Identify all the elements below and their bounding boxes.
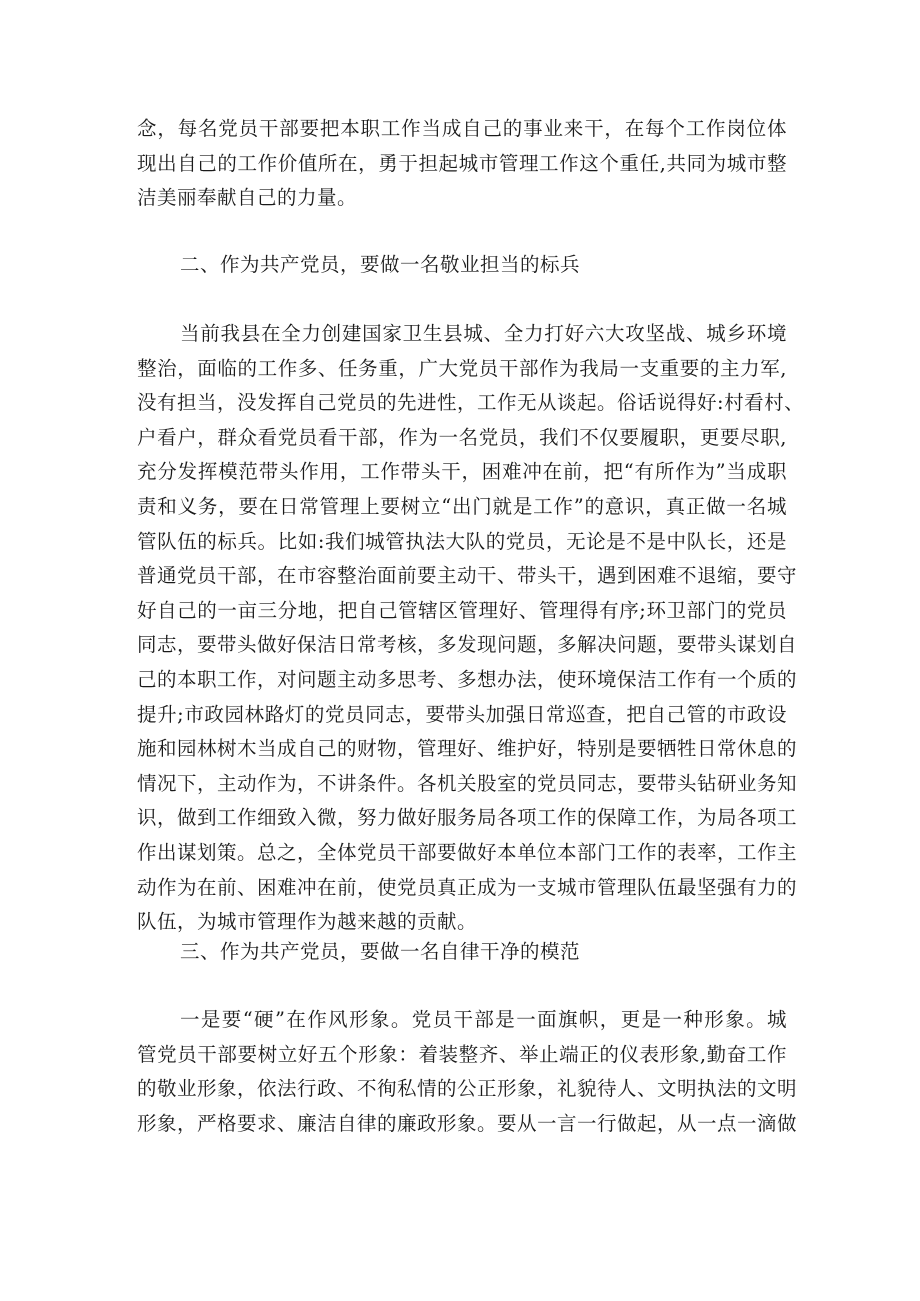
text-line: 充分发挥模范带头作用，工作带头干，困难冲在前，把“有所作为”当成职	[137, 460, 787, 484]
text-line: 的敬业形象，依法行政、不徇私情的公正形象，礼貌待人、文明执法的文明	[137, 1077, 798, 1101]
text-line: 现出自己的工作价值所在，勇于担起城市管理工作这个重任,共同为城市整	[137, 151, 787, 175]
section-three-heading: 三、作为共产党员，要做一名自律干净的模范	[180, 940, 581, 963]
text-line: 当前我县在全力创建国家卫生县城、全力打好六大攻坚战、城乡环境	[180, 322, 787, 345]
text-line: 管队伍的标兵。比如:我们城管执法大队的党员，无论是不是中队长，还是	[137, 529, 787, 553]
text-line: 同志，要带头做好保洁日常考核，多发现问题，多解决问题，要带头谋划自	[137, 633, 798, 657]
text-line: 动作为在前、困难冲在前，使党员真正成为一支城市管理队伍最坚强有力的	[137, 875, 798, 899]
section-two-paragraph	[137, 317, 805, 940]
text-line: 责和义务，要在日常管理上要树立“出门就是工作”的意识，真正做一名城	[137, 494, 787, 518]
section-three-paragraph	[137, 1003, 798, 1141]
section-two-heading: 二、作为共产党员，要做一名敬业担当的标兵	[180, 253, 581, 276]
text-line: 提升;市政园林路灯的党员同志，要带头加强日常巡查，把自己管的市政设	[137, 702, 787, 726]
text-line: 整治，面临的工作多、任务重，广大党员干部作为我局一支重要的主力军,	[137, 356, 787, 380]
text-line: 洁美丽奉献自己的力量。	[137, 186, 358, 210]
text-line: 己的本职工作，对问题主动多思考、多想办法，使环境保洁工作有一个质的	[137, 667, 798, 691]
text-line: 一是要“硬”在作风形象。党员干部是一面旗帜，更是一种形象。城	[180, 1008, 787, 1031]
text-line: 好自己的一亩三分地，把自己管辖区管理好、管理得有序;环卫部门的党员	[137, 598, 787, 622]
text-line: 队伍，为城市管理作为越来越的贡献。	[137, 910, 478, 934]
text-line: 普通党员干部，在市容整治面前要主动干、带头干，遇到困难不退缩，要守	[137, 564, 798, 588]
text-line: 施和园林树木当成自己的财物，管理好、维护好，特别是要牺牲日常休息的	[137, 737, 798, 761]
text-line: 形象，严格要求、廉洁自律的廉政形象。要从一言一行做起，从一点一滴做	[137, 1111, 798, 1135]
text-line: 作出谋划策。总之，全体党员干部要做好本单位本部门工作的表率，工作主	[137, 840, 798, 864]
text-line: 念，每名党员干部要把本职工作当成自己的事业来干，在每个工作岗位体	[137, 117, 787, 140]
text-line: 户看户，群众看党员看干部，作为一名党员，我们不仅要履职，更要尽职,	[137, 425, 787, 449]
text-line: 管党员干部要树立好五个形象：着装整齐、举止端正的仪表形象,勤奋工作	[137, 1042, 787, 1066]
text-line: 没有担当，没发挥自己党员的先进性，工作无从谈起。俗话说得好:村看村、	[137, 391, 805, 415]
intro-paragraph	[137, 112, 787, 216]
text-line: 情况下，主动作为，不讲条件。各机关股室的党员同志，要带头钻研业务知	[137, 771, 798, 795]
text-line: 识，做到工作细致入微，努力做好服务局各项工作的保障工作，为局各项工	[137, 806, 798, 830]
